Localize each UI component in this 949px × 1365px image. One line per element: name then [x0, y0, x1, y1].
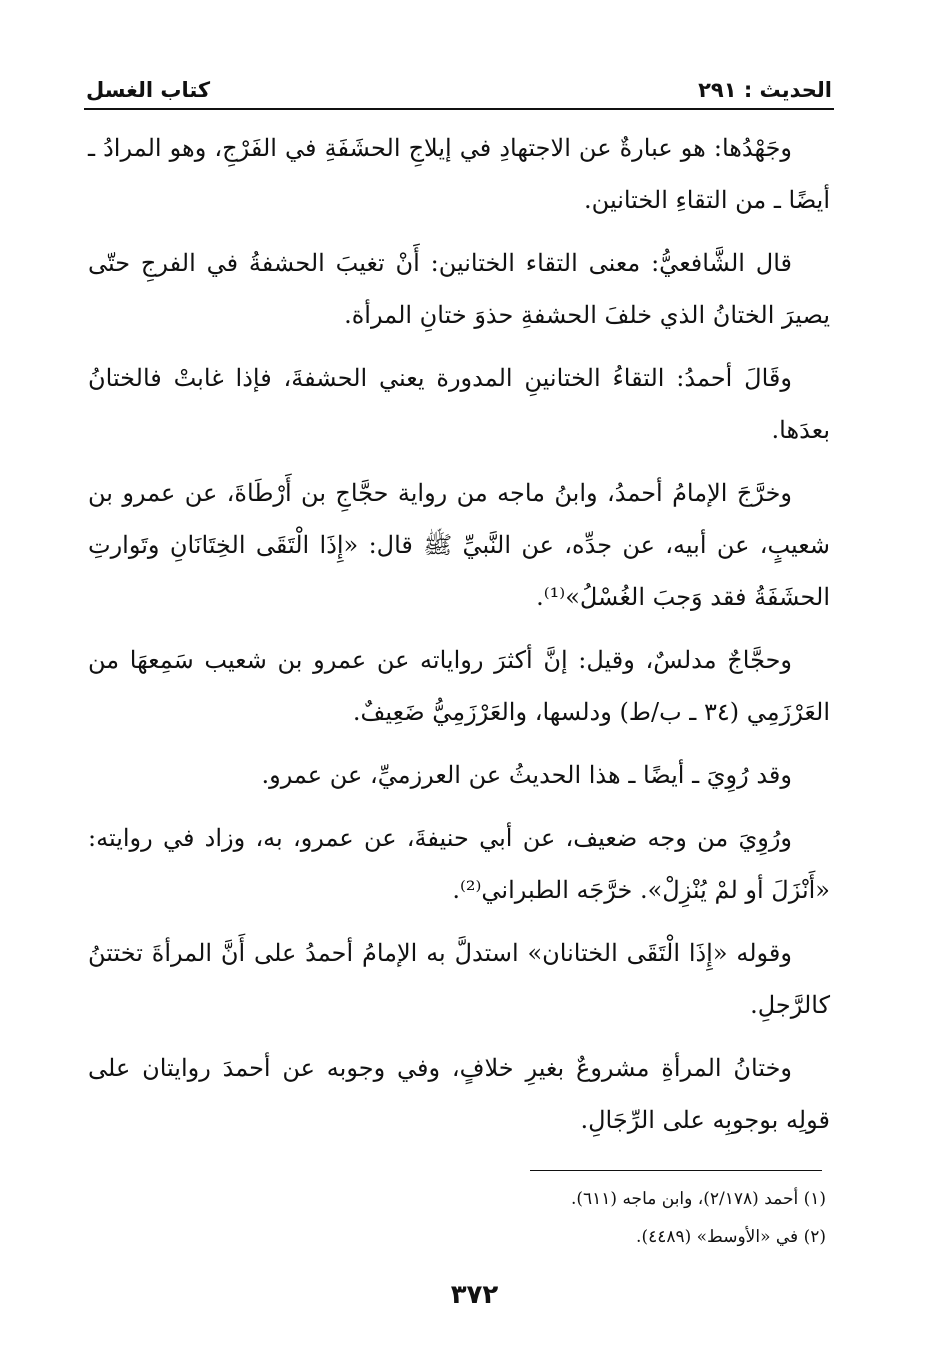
main-text — [88, 122, 830, 1157]
footnote-divider — [530, 1170, 822, 1171]
paragraph: وقوله «إِذَا الْتَقَى الختانان» استدلَّ به الإمامُ أحمدُ على أَنَّ المرأةَ تختتنُ كالرَّجلِ. — [88, 939, 830, 1019]
paragraph: ورُوِيَ من وجه ضعيف، عن أبي حنيفةَ، عن عمرو، به، وزاد في روايته: «أَنْزَلَ أو لمْ يُنْزِلْ». خرَّجَه الطبراني⁽²⁾. — [88, 824, 830, 904]
paragraph: قال الشَّافعيُّ: معنى التقاء الختانين: أَنْ تغيبَ الحشفةُ في الفرجِ حتّى يصيرَ الختانُ الذي خلفَ الحشفةِ حذوَ ختانِ المرأة. — [88, 249, 830, 329]
paragraph: وختانُ المرأةِ مشروعٌ بغيرِ خلافٍ، وفي وجوبه عن أحمدَ روايتان على قولِه بوجوبِه على الرِّجَالِ. — [88, 1054, 830, 1134]
header-book-title: كتاب الغسل — [86, 78, 211, 102]
paragraph: وقد رُوِيَ ـ أيضًا ـ هذا الحديثُ عن العرزميِّ، عن عمرو. — [261, 761, 792, 789]
paragraph: وخرَّجَ الإمامُ أحمدُ، وابنُ ماجه من رواية حجَّاجِ بن أَرْطَاةَ، عن عمرو بن شعيبٍ، عن أبيه، عن جدِّه، عن النَّبيِّ ﷺ قال: «إِذَا الْتَقَى الخِتَانَانِ وتَوارتِ الحشَفَةُ فقد وَجبَ الغُسْلُ»⁽¹⁾. — [88, 479, 830, 611]
header-divider — [84, 108, 834, 110]
header-hadith-number: الحديث : ٢٩١ — [698, 78, 832, 102]
footnote-1: (١) أحمد (٢/١٧٨)، وابن ماجه (٦١١). — [570, 1189, 826, 1209]
footnote-2: (٢) في «الأوسط» (٤٤٨٩). — [636, 1227, 826, 1247]
paragraph: وقَالَ أحمدُ: التقاءُ الختانينِ المدورة يعني الحشفةَ، فإذا غابتْ فالختانُ بعدَها. — [88, 364, 830, 444]
footnotes — [300, 1180, 826, 1256]
running-header — [86, 62, 832, 102]
paragraph: وحجَّاجٌ مدلسٌ، وقيل: إنَّ أكثرَ رواياته عن عمرو بن شعيب سَمِعهَا من العَرْزَمِي (٣٤ ـ ب/ط) ودلسها، والعَرْزَمِيُّ ضَعِيفٌ. — [88, 646, 830, 726]
paragraph: وجَهْدُها: هو عبارةٌ عن الاجتهادِ في إيلاجِ الحشَفَةِ في الفَرْجِ، وهو المرادُ ـ أيضًا ـ من التقاءِ الختانين. — [88, 134, 830, 214]
page-number: ٣٧٢ — [450, 1280, 499, 1310]
